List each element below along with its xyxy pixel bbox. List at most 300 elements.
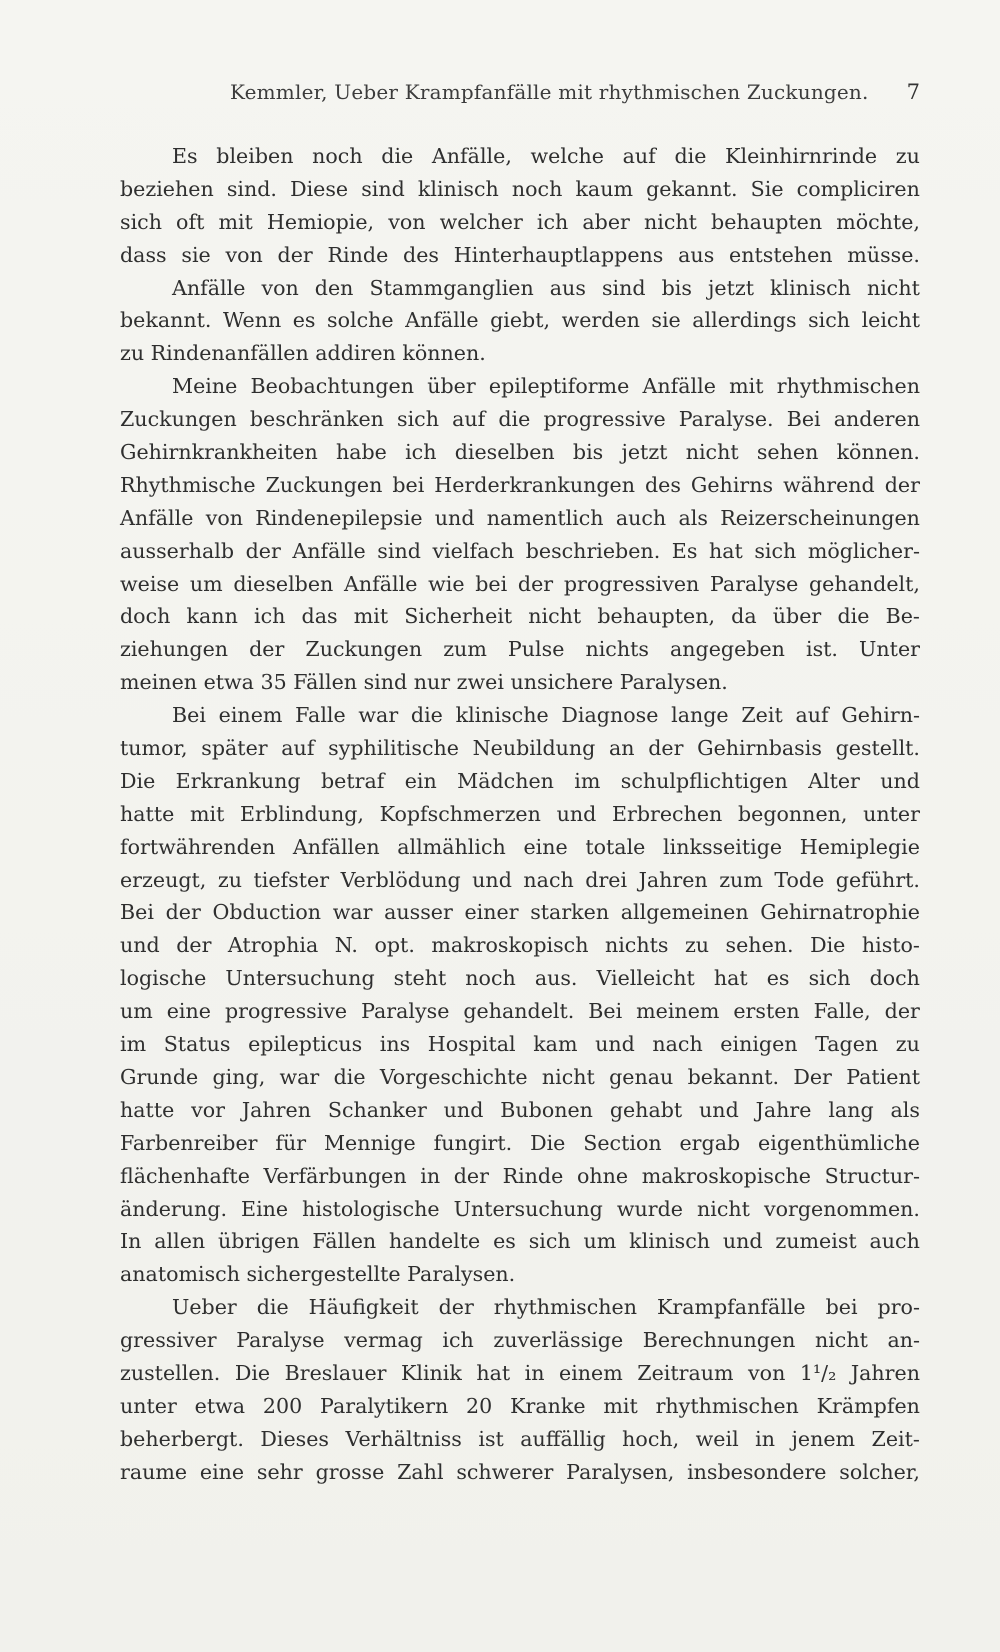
word: Die: [530, 1130, 566, 1155]
word: möglicher-: [807, 538, 920, 563]
word: syphilitische: [328, 736, 459, 761]
text-line: [120, 1028, 920, 1061]
text-line: [120, 1061, 920, 1094]
word: mit: [218, 209, 253, 234]
word: allerdings: [692, 308, 797, 333]
word: progressive: [224, 999, 348, 1024]
word: Pulse: [507, 637, 565, 662]
word: gehandelt,: [809, 571, 920, 596]
word: ohne: [576, 1163, 629, 1188]
text-line: [120, 765, 920, 798]
word: anatomisch: [120, 1262, 240, 1287]
word: Be-: [885, 604, 920, 629]
word: Die: [234, 1360, 271, 1385]
word: zustellen.: [120, 1360, 221, 1385]
word: sichergestellte: [246, 1262, 401, 1287]
word: bekannt.: [687, 1064, 780, 1089]
word: ersten: [733, 999, 800, 1024]
word: Paralyse: [361, 999, 450, 1024]
word: war: [279, 1064, 320, 1089]
word: ich: [536, 209, 569, 234]
word: nicht: [866, 275, 920, 300]
text-line: [120, 831, 920, 864]
word: der: [648, 736, 684, 761]
word: von: [205, 505, 243, 530]
word: Wenn: [223, 308, 282, 333]
word: Meine: [172, 374, 238, 399]
word: Bei: [172, 703, 206, 728]
word: die: [674, 144, 707, 168]
word: Zuckungen: [120, 407, 237, 432]
word: gressiver: [120, 1328, 217, 1353]
word: Gehirn-: [841, 703, 920, 728]
word: sehen.: [725, 933, 794, 958]
text-line: [120, 403, 920, 436]
word: welcher: [439, 209, 523, 234]
word: Anfällen: [292, 834, 380, 859]
word: sind: [377, 538, 421, 563]
word: progressive: [543, 407, 666, 432]
word: sind.: [226, 176, 277, 201]
word: ging,: [212, 1064, 266, 1089]
word: Structur-: [824, 1163, 920, 1188]
word: Kranke: [510, 1393, 586, 1418]
word: werden: [561, 308, 640, 333]
word: Verhältniss: [345, 1426, 462, 1451]
word: geführt.: [835, 867, 920, 892]
word: ergab: [679, 1130, 741, 1155]
text-line: [120, 239, 920, 272]
text-line: [120, 699, 920, 732]
word: etwa: [194, 1393, 246, 1418]
word: hat: [476, 1360, 511, 1385]
text-line: [120, 1160, 920, 1193]
word: Erblindung,: [240, 801, 364, 826]
word: vorgenommen.: [764, 1196, 920, 1221]
text-line: [120, 173, 920, 206]
word: auf: [795, 703, 829, 728]
word: Anfälle: [642, 374, 716, 399]
word: müsse.: [847, 242, 920, 267]
word: hatte: [120, 801, 175, 826]
word: Hospital: [427, 1032, 516, 1057]
word: noch: [465, 966, 516, 991]
word: Patient: [846, 1064, 920, 1089]
word: dieselben: [454, 440, 555, 465]
word: nicht: [697, 1196, 750, 1221]
word: die: [381, 144, 414, 168]
text-line: [120, 337, 920, 370]
word: sich: [528, 1229, 571, 1254]
word: etwa: [203, 670, 254, 695]
word: starken: [530, 900, 610, 925]
word: rhythmischen: [655, 1393, 799, 1418]
word: es: [292, 308, 316, 333]
word: von: [388, 209, 426, 234]
word: hoch,: [622, 1426, 680, 1451]
word: Falle: [295, 703, 346, 728]
word: Zeitraum: [637, 1360, 734, 1385]
word: sind: [363, 670, 408, 695]
word: der: [176, 933, 212, 958]
word: die: [256, 1295, 289, 1320]
word: 20: [466, 1393, 493, 1418]
word: können.: [836, 440, 920, 465]
word: Fällen: [312, 1229, 377, 1254]
word: Section: [583, 1130, 662, 1155]
word: ist.: [806, 637, 838, 662]
word: noch: [312, 144, 363, 168]
word: in: [524, 1360, 545, 1385]
word: Eine: [241, 1196, 289, 1221]
word: 200: [262, 1393, 303, 1418]
word: meinen: [120, 670, 198, 695]
word: N.: [334, 933, 358, 958]
word: tiefster: [253, 867, 330, 892]
word: sich: [754, 538, 797, 563]
text-line: [120, 666, 920, 699]
word: addiren: [315, 341, 396, 366]
word: Die: [120, 768, 156, 793]
word: ich: [405, 440, 437, 465]
word: wie: [428, 571, 465, 596]
word: makroskopisch: [431, 933, 589, 958]
word: zu: [684, 933, 710, 958]
word: behaupten,: [597, 604, 716, 629]
word: schulpflichtigen: [620, 768, 788, 793]
word: auf: [452, 407, 486, 432]
word: Zeit: [741, 703, 783, 728]
word: bei: [475, 571, 508, 596]
word: beherbergt.: [120, 1426, 244, 1451]
page-number: 7: [906, 80, 920, 104]
word: bis: [661, 275, 692, 300]
word: wurde: [616, 1196, 683, 1221]
word: histo-: [861, 933, 920, 958]
word: Anfälle: [120, 505, 194, 530]
word: In: [120, 1229, 142, 1254]
word: Krämpfen: [816, 1393, 920, 1418]
word: giebt,: [490, 308, 551, 333]
word: für: [275, 1130, 307, 1155]
word: und: [443, 1097, 484, 1122]
word: beschränken: [249, 407, 384, 432]
word: weil: [695, 1426, 739, 1451]
text-line: [120, 502, 920, 535]
word: von: [261, 275, 299, 300]
word: Bei: [786, 407, 821, 432]
word: um: [120, 999, 153, 1024]
word: Stammganglien: [369, 275, 534, 300]
text-line: [120, 1291, 920, 1324]
word: sie: [181, 242, 211, 267]
word: nicht: [643, 209, 697, 234]
word: Anfälle,: [431, 144, 512, 168]
word: doch: [120, 604, 171, 629]
word: Zuckungen: [305, 637, 423, 662]
word: weise: [120, 571, 180, 596]
word: des: [403, 242, 439, 267]
word: Atrophia: [227, 933, 319, 958]
word: zum: [719, 867, 763, 892]
word: schwerer: [456, 1459, 554, 1484]
word: entstehen: [729, 242, 833, 267]
word: Rinde: [502, 1163, 564, 1188]
word: Jahre: [755, 1097, 812, 1122]
word: Paralysen,: [566, 1459, 675, 1484]
word: zu: [895, 1032, 920, 1057]
word: während: [783, 472, 875, 497]
word: und: [120, 933, 160, 958]
word: histologische: [302, 1196, 440, 1221]
word: Zahl: [397, 1459, 444, 1484]
text-line: [120, 206, 920, 239]
text-line: [120, 272, 920, 305]
word: von: [748, 1360, 786, 1385]
word: Zuckungen: [265, 472, 383, 497]
word: unsichere: [510, 670, 614, 695]
word: auch: [869, 1229, 920, 1254]
word: Ueber: [172, 1295, 237, 1320]
word: Rindenanfällen: [150, 341, 309, 366]
word: 1¹/₂: [799, 1360, 837, 1385]
text-line: [120, 732, 920, 765]
word: Rinde: [327, 242, 389, 267]
word: Reizerscheinungen: [720, 505, 920, 530]
word: fungirt.: [433, 1130, 513, 1155]
word: Erbrechen: [611, 801, 723, 826]
text-line: [120, 140, 920, 173]
word: Fällen: [293, 670, 358, 695]
word: des: [644, 472, 681, 497]
word: im: [120, 1032, 147, 1057]
word: raume: [120, 1459, 188, 1484]
word: Anfälle: [172, 275, 246, 300]
word: meinem: [636, 999, 720, 1024]
word: war: [332, 900, 373, 925]
word: der: [165, 900, 201, 925]
word: gehandelt.: [463, 999, 575, 1024]
text-line: [120, 1094, 920, 1127]
word: gestellt.: [835, 736, 920, 761]
word: aus.: [534, 966, 578, 991]
word: als: [678, 505, 708, 530]
word: Untersuchung: [225, 966, 375, 991]
word: und: [434, 505, 475, 530]
word: eine: [166, 999, 211, 1024]
word: grosse: [315, 1459, 385, 1484]
word: steht: [393, 966, 447, 991]
text-line: [120, 1357, 920, 1390]
word: der: [277, 242, 313, 267]
word: Diese: [290, 176, 349, 201]
word: Falle,: [813, 999, 871, 1024]
word: bekannt.: [120, 308, 212, 333]
word: mit: [729, 374, 764, 399]
word: zumeist: [775, 1229, 857, 1254]
word: angegeben: [670, 637, 785, 662]
word: aus: [678, 242, 715, 267]
word: Vorgeschichte: [379, 1064, 528, 1089]
word: welche: [530, 144, 604, 168]
word: klinisch: [770, 275, 851, 300]
word: behaupten: [711, 209, 823, 234]
word: habe: [335, 440, 387, 465]
word: epilepticus: [248, 1032, 363, 1057]
word: linksseitige: [663, 834, 783, 859]
word: eine: [523, 834, 568, 859]
word: dieselben: [233, 571, 334, 596]
word: dass: [120, 242, 167, 267]
word: die: [333, 1064, 366, 1089]
text-line: [120, 633, 920, 666]
text-line: [120, 1193, 920, 1226]
word: Dieses: [260, 1426, 329, 1451]
word: Jahren: [850, 1360, 920, 1385]
word: auf: [281, 736, 315, 761]
word: Hinterhauptlappens: [453, 242, 664, 267]
word: bleiben: [216, 144, 294, 168]
text-line: [120, 864, 920, 897]
word: vor: [191, 1097, 226, 1122]
word: Paralyse: [709, 571, 799, 596]
word: Sicherheit: [404, 604, 513, 629]
word: bei: [392, 472, 425, 497]
word: es: [493, 1229, 516, 1254]
word: das: [301, 604, 338, 629]
word: Mennige: [323, 1130, 416, 1155]
word: und: [595, 1032, 635, 1057]
word: Gehirns: [690, 472, 774, 497]
word: einem: [559, 1360, 623, 1385]
word: hat: [713, 966, 748, 991]
word: sehr: [256, 1459, 303, 1484]
word: kaum: [575, 176, 633, 201]
word: Tagen: [815, 1032, 879, 1057]
word: solche: [327, 308, 394, 333]
word: sich: [808, 308, 851, 333]
word: Hemiopie,: [266, 209, 375, 234]
word: Gehirnkrankheiten: [120, 440, 318, 465]
text-line: [120, 1258, 920, 1291]
word: der: [438, 1295, 474, 1320]
word: später: [201, 736, 268, 761]
word: Paralysen.: [407, 1262, 516, 1287]
word: da: [731, 604, 757, 629]
word: ist: [478, 1426, 504, 1451]
text-line: [120, 535, 920, 568]
word: Bubonen: [500, 1097, 593, 1122]
word: progressiven: [563, 571, 700, 596]
word: nur: [413, 670, 451, 695]
word: einem: [218, 703, 283, 728]
word: die: [837, 604, 870, 629]
word: Die: [810, 933, 846, 958]
word: Krampfanfälle: [656, 1295, 806, 1320]
word: jetzt: [621, 440, 668, 465]
text-line: [120, 798, 920, 831]
word: genau: [609, 1064, 674, 1089]
word: kann: [186, 604, 238, 629]
word: ich: [254, 604, 286, 629]
word: Hemiplegie: [799, 834, 920, 859]
word: ein: [404, 768, 437, 793]
word: über: [772, 604, 822, 629]
word: Paralytikern: [320, 1393, 449, 1418]
word: Status: [163, 1032, 231, 1057]
word: Breslauer: [284, 1360, 387, 1385]
word: änderung.: [120, 1196, 228, 1221]
word: es: [766, 966, 790, 991]
text-line: [120, 1456, 920, 1489]
word: Zeit-: [871, 1426, 920, 1451]
word: war: [358, 703, 399, 728]
text-line: [120, 1390, 920, 1423]
word: Alter: [808, 768, 860, 793]
word: im: [574, 768, 601, 793]
word: aus: [549, 275, 586, 300]
text-line: [120, 370, 920, 403]
word: ziehungen: [120, 637, 229, 662]
text-line: [120, 436, 920, 469]
word: hatte: [120, 1097, 175, 1122]
word: allen: [154, 1229, 206, 1254]
word: oft: [176, 209, 205, 234]
word: der: [884, 999, 920, 1024]
text-line: [120, 304, 920, 337]
word: nicht: [685, 440, 739, 465]
word: ausserhalb: [120, 538, 235, 563]
word: Klinik: [400, 1360, 462, 1385]
word: Diagnose: [561, 703, 659, 728]
word: mit: [603, 1393, 638, 1418]
word: Beobachtungen: [250, 374, 414, 399]
word: Neubildung: [472, 736, 596, 761]
word: Rindenepilepsie: [255, 505, 423, 530]
word: mit: [189, 801, 225, 826]
word: auf: [622, 144, 656, 168]
word: Unter: [859, 637, 920, 662]
word: Sie: [750, 176, 784, 201]
word: logische: [120, 966, 207, 991]
word: Kleinhirnrinde: [725, 144, 878, 168]
word: nichts: [585, 637, 649, 662]
word: Farbenreiber: [120, 1130, 258, 1155]
word: Anfälle: [405, 308, 479, 333]
word: Gehirnatrophie: [760, 900, 920, 925]
word: Paralyse: [236, 1328, 325, 1353]
text-line: [120, 568, 920, 601]
word: lang: [828, 1097, 874, 1122]
word: ich: [442, 1328, 474, 1353]
text-line: [120, 469, 920, 502]
word: Bei: [120, 900, 154, 925]
word: drei: [585, 867, 628, 892]
word: handelte: [389, 1229, 481, 1254]
word: unter: [120, 1393, 177, 1418]
word: einer: [464, 900, 519, 925]
word: die: [410, 703, 443, 728]
word: Verfärbungen: [263, 1163, 407, 1188]
word: gekannt.: [646, 176, 738, 201]
word: einigen: [720, 1032, 798, 1057]
text-line: [120, 962, 920, 995]
word: totale: [585, 834, 646, 859]
word: und: [699, 1097, 739, 1122]
word: Anfälle: [344, 571, 418, 596]
word: Verblödung: [340, 867, 461, 892]
word: Paralysen.: [619, 670, 728, 695]
